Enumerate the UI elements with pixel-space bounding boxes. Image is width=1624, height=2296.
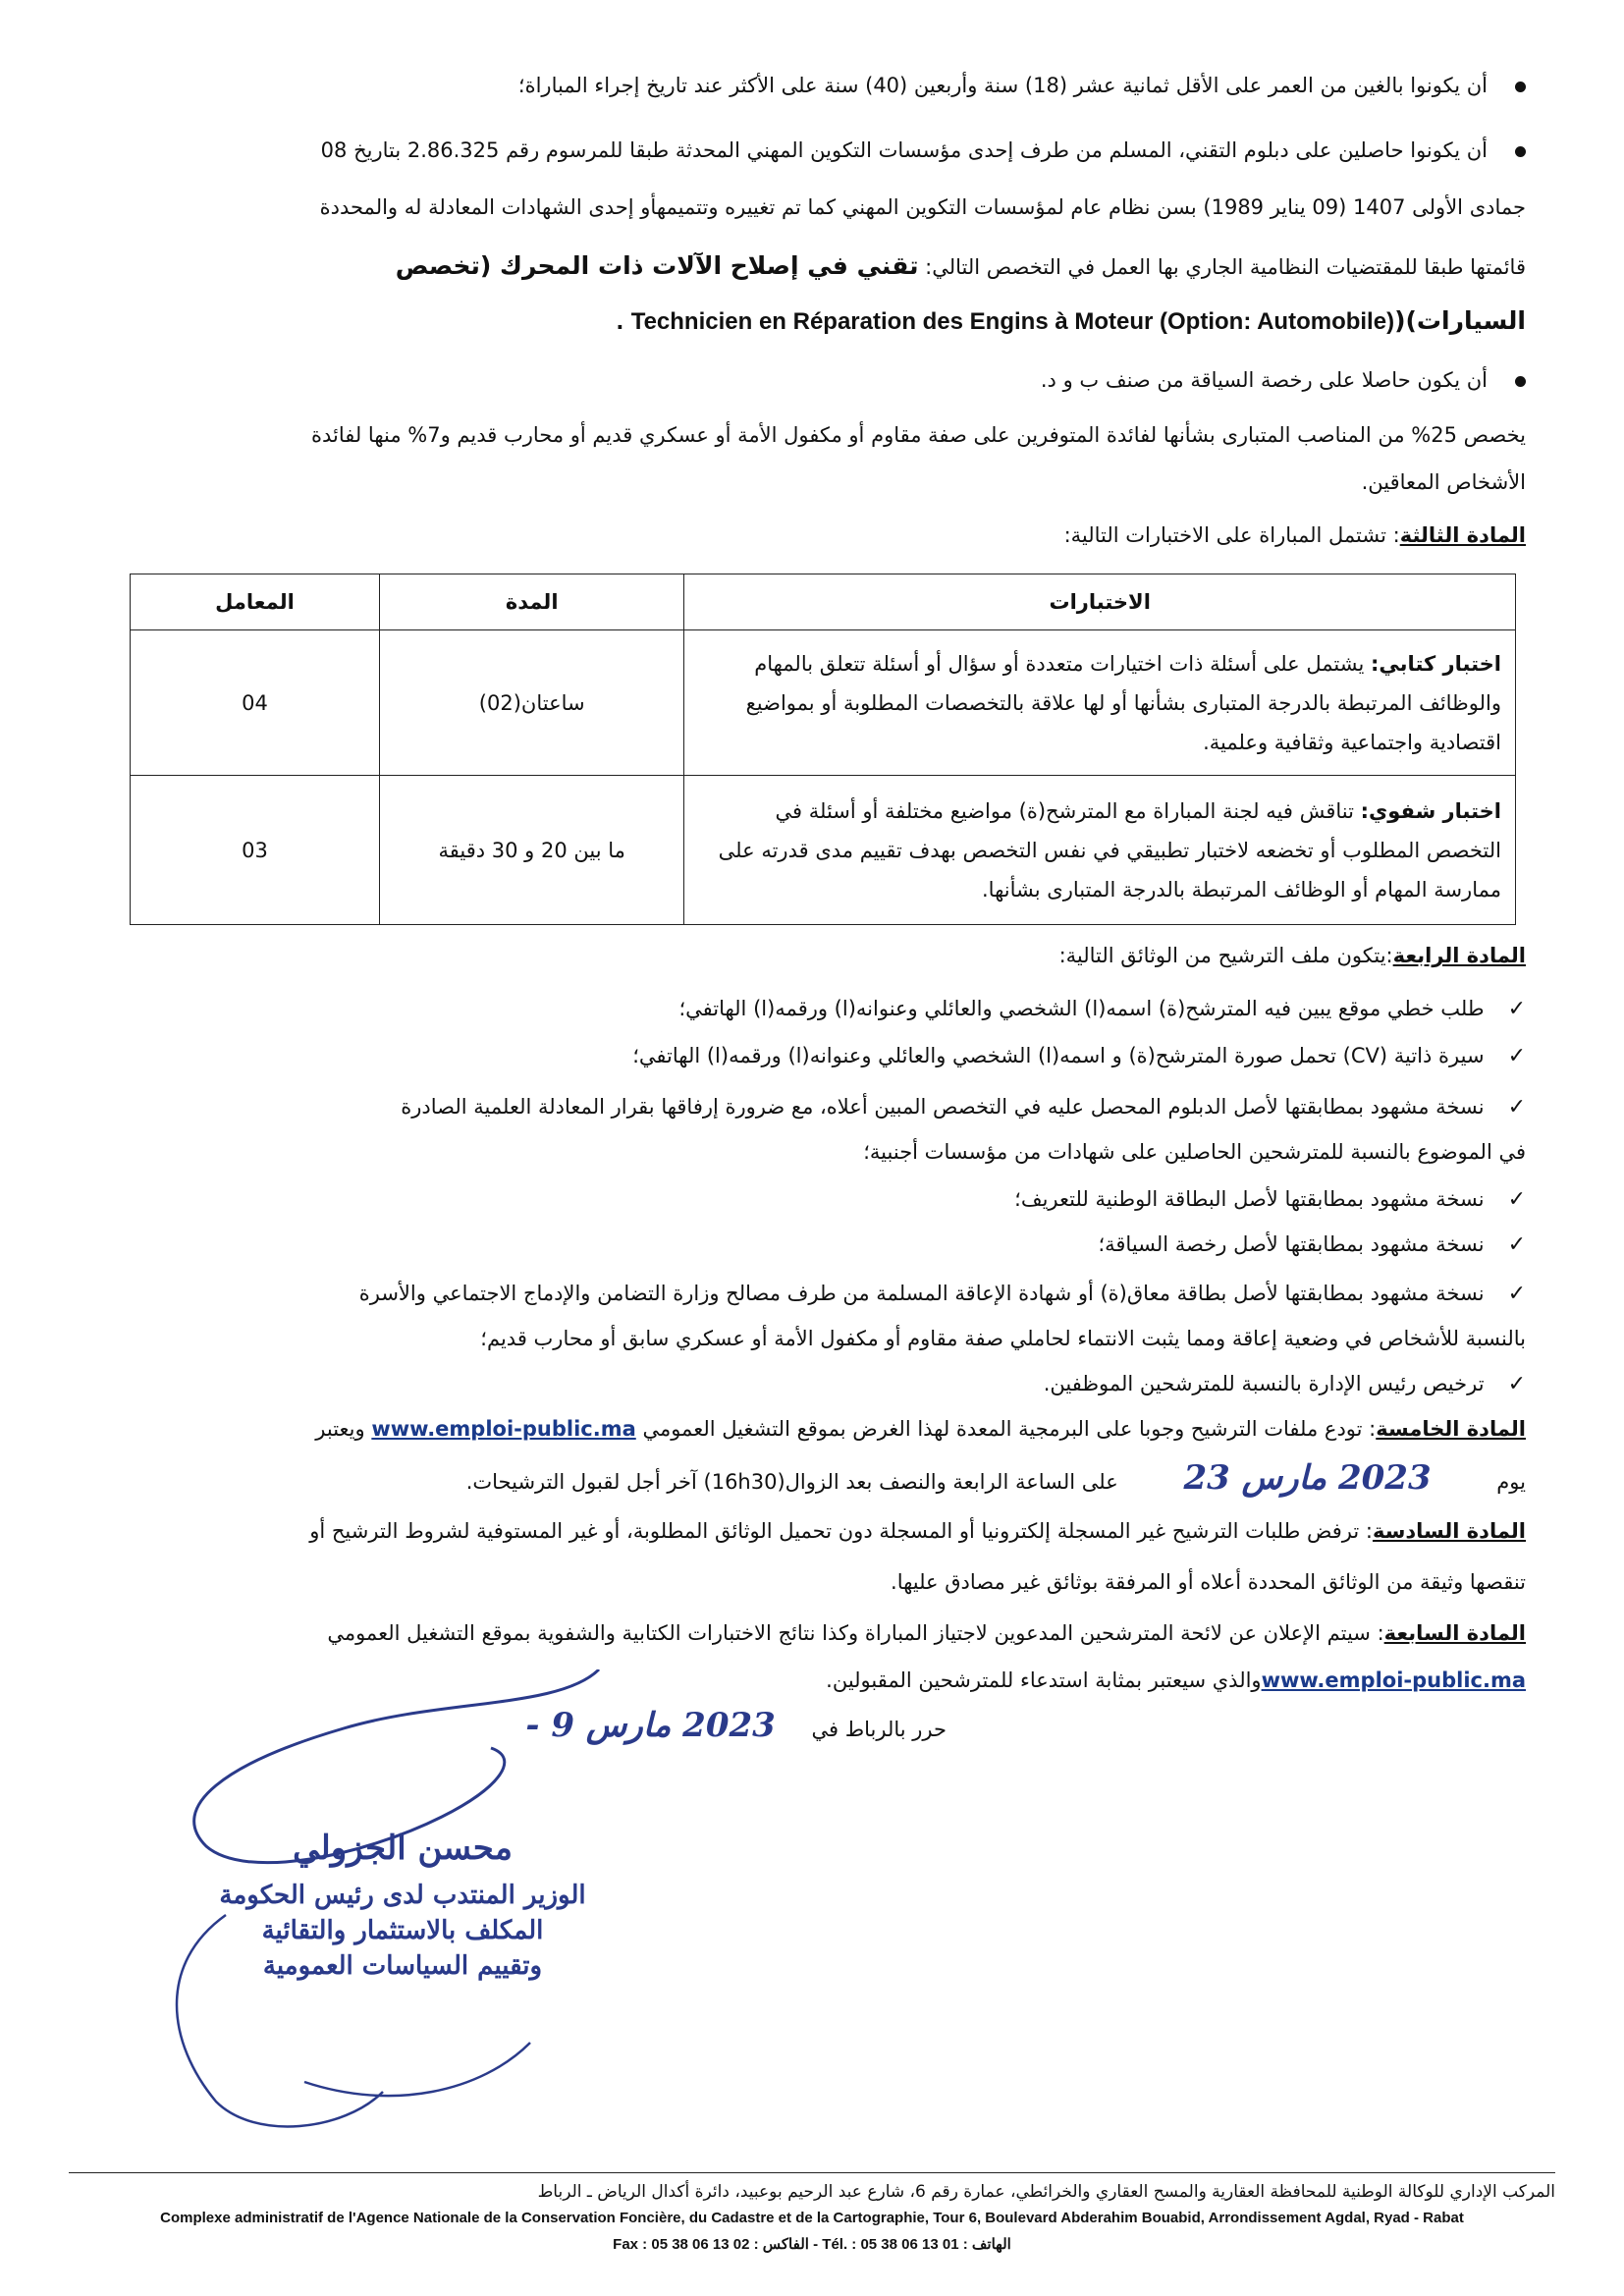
article-5-line-1: المادة الخامسة: تودع ملفات الترشيح وجوبا على البرمجية المعدة لهذا الغرض بموقع التشغيل العمومي www.emploi-public.ma ويعتبر	[315, 1417, 1526, 1441]
stamp-title-3: وتقييم السياسات العمومية	[262, 1951, 543, 1981]
checkmark-icon: ✓	[1507, 1095, 1526, 1120]
handwritten-sign-date: 2023 مارس 9 -	[525, 1706, 776, 1745]
footer-contact: Fax : 05 38 06 13 02 : الفاكس - Tél. : 05 38 06 13 01 : الهاتف	[613, 2236, 1011, 2253]
quota-line-2: الأشخاص المعاقين.	[1361, 470, 1526, 494]
bullet-dot-icon	[1515, 146, 1526, 157]
article-3-heading: المادة الثالثة: تشتمل المباراة على الاختبارات التالية:	[1063, 523, 1526, 547]
diploma-line-2: جمادى الأولى 1407 (09 يناير 1989) بسن نظام عام لمؤسسات التكوين المهني كما تم تغييره وتتميمهأو إحدى الشهادات المعادلة له والمحددة	[319, 195, 1526, 219]
bullet-dot-icon	[1515, 82, 1526, 92]
bullet-diploma: أن يكونوا حاصلين على دبلوم التقني، المسلم من طرف إحدى مؤسسات التكوين المهني المحدثة طبقا للمرسوم رقم 2.86.325 بتاريخ 08	[147, 136, 1526, 165]
diploma-line-4: السيارات)(Technicien en Réparation des Engins à Moteur (Option: Automobile) .	[616, 306, 1526, 335]
checkmark-icon: ✓	[1507, 1044, 1526, 1068]
header-tests: الاختبارات	[684, 574, 1516, 630]
article-7-line-1: المادة السابعة: سيتم الإعلان عن لائحة المترشحين المدعوين لاجتياز المباراة وكذا نتائج الاختبارات الكتابية والشفوية بموقع التشغيل العمومي	[327, 1621, 1526, 1645]
day-word: يوم	[1496, 1470, 1526, 1494]
doc-item-3: ✓نسخة مشهود بمطابقتها لأصل الدبلوم المحصل عليه في التخصص المبين أعلاه، مع ضرورة إرفاقها بقرار المعادلة العلمية الصادرة	[147, 1092, 1526, 1122]
doc-item-7: ✓ترخيص رئيس الإدارة بالنسبة للمترشحين الموظفين.	[147, 1369, 1526, 1399]
table-row	[131, 776, 1516, 925]
checkmark-icon: ✓	[1507, 997, 1526, 1021]
doc-item-1: ✓طلب خطي موقع يبين فيه المترشح(ة) اسمه(ا) الشخصي والعائلي وعنوانه(ا) ورقمه(ا) الهاتفي؛	[147, 994, 1526, 1024]
checkmark-icon: ✓	[1507, 1372, 1526, 1396]
article-6-line-2: تنقصها وثيقة من الوثائق المحددة أعلاه أو المرفقة بوثائق غير مصادق عليها.	[891, 1570, 1526, 1594]
table-row	[131, 630, 1516, 776]
tests-table	[130, 574, 1516, 925]
official-stamp	[167, 1827, 638, 1984]
emploi-public-link[interactable]: www.emploi-public.ma	[1261, 1668, 1526, 1692]
stamp-title-2: المكلف بالاستثمار والتقائية	[261, 1916, 544, 1945]
checkmark-icon: ✓	[1507, 1232, 1526, 1257]
diploma-line-3: قائمتها طبقا للمقتضيات النظامية الجاري بها العمل في التخصص التالي: تقني في إصلاح الآلات ذات المحرك (تخصص	[395, 251, 1526, 280]
stamp-name: محسن الجزولي	[293, 1829, 513, 1868]
checkmark-icon: ✓	[1507, 1282, 1526, 1306]
test-duration: ما بين 20 و 30 دقيقة	[379, 776, 683, 925]
footer-divider	[69, 2172, 1555, 2173]
header-coefficient: المعامل	[131, 574, 380, 630]
bullet-dot-icon	[1515, 376, 1526, 387]
article-5-line-2: يوم 2023 مارس 23 على الساعة الرابعة والنصف بعد الزوال(16h30) آخر أجل لقبول الترشيحات.	[465, 1458, 1526, 1498]
stamp-title-1: الوزير المنتدب لدى رئيس الحكومة	[219, 1881, 586, 1910]
emploi-public-link[interactable]: www.emploi-public.ma	[371, 1417, 636, 1441]
test-duration: ساعتان(02)	[379, 630, 683, 776]
test-description: اختبار كتابي: يشتمل على أسئلة ذات اختيارات متعددة أو سؤال أو أسئلة تتعلق بالمهام والوظائف المرتبطة بالدرجة المتبارى بشأنها أو لها علاقة بالتخصصات المطلوبة أو بمواضيع اقتصادية واجتماعية وثقافية وعلمية.	[684, 630, 1516, 776]
doc-item-3-cont: في الموضوع بالنسبة للمترشحين الحاصلين على شهادات من مؤسسات أجنبية؛	[863, 1140, 1526, 1164]
test-description: اختبار شفوي: تناقش فيه لجنة المباراة مع المترشح(ة) مواضيع مختلفة أو أسئلة في التخصص المطلوب أو تخضعه لاختبار تطبيقي في نفس التخصص بهدف تقييم مدى قدرته على ممارسة المهام أو الوظائف المرتبطة بالدرجة المتبارى بشأنها.	[684, 776, 1516, 925]
article-7-line-2: www.emploi-public.maوالذي سيعتبر بمثابة استدعاء للمترشحين المقبولين.	[826, 1668, 1526, 1692]
test-coefficient: 03	[131, 776, 380, 925]
footer-french-address: Complexe administratif de l'Agence Nationale de la Conservation Foncière, du Cadastre et de la Cartographie, Tour 6, Boulevard Abderahim Bouabid, Arrondissement Agdal, Ryad - Rabat	[160, 2210, 1464, 2226]
signed-at: حرر بالرباط في 2023 مارس 9 -	[525, 1706, 947, 1745]
bullet-age: أن يكونوا بالغين من العمر على الأقل ثمانية عشر (18) سنة وأربعين (40) سنة على الأكثر عند تاريخ إجراء المباراة؛	[147, 71, 1526, 100]
checkmark-icon: ✓	[1507, 1187, 1526, 1212]
bullet-license: أن يكون حاصلا على رخصة السياقة من صنف ب و د.	[147, 365, 1526, 395]
quota-line-1: يخصص 25% من المناصب المتبارى بشأنها لفائدة المتوفرين على صفة مقاوم أو مكفول الأمة أو عسكري قديم أو محارب قديم و7% منها لفائدة	[310, 423, 1526, 447]
doc-item-4: ✓نسخة مشهود بمطابقتها لأصل البطاقة الوطنية للتعريف؛	[147, 1184, 1526, 1215]
article-6-line-1: المادة السادسة: ترفض طلبات الترشيح غير المسجلة إلكترونيا أو المسجلة دون تحميل الوثائق المطلوبة، أو غير المستوفية لشروط الترشيح أو	[309, 1519, 1526, 1543]
doc-item-6: ✓نسخة مشهود بمطابقتها لأصل بطاقة معاق(ة) أو شهادة الإعاقة المسلمة من طرف مصالح وزارة التضامن والإدماج الاجتماعي والأسرة	[147, 1279, 1526, 1309]
test-coefficient: 04	[131, 630, 380, 776]
article-4-heading: المادة الرابعة:يتكون ملف الترشيح من الوثائق التالية:	[1058, 944, 1526, 967]
doc-item-6-cont: بالنسبة للأشخاص في وضعية إعاقة ومما يثبت الانتماء لحاملي صفة مقاوم أو مكفول الأمة أو عسكري سابق أو محارب قديم؛	[480, 1327, 1526, 1350]
footer-arabic-address: المركب الإداري للوكالة الوطنية للمحافظة العقارية والمسح العقاري والخرائطي، عمارة رقم 6، شارع عبد الرحيم بوعبيد، دائرة أكدال الرياض ـ الرباط	[537, 2182, 1555, 2202]
header-duration: المدة	[379, 574, 683, 630]
doc-item-2: ✓سيرة ذاتية (CV) تحمل صورة المترشح(ة) و اسمه(ا) الشخصي والعائلي وعنوانه(ا) ورقمه(ا) الهاتفي؛	[147, 1041, 1526, 1071]
doc-item-5: ✓نسخة مشهود بمطابقتها لأصل رخصة السياقة؛	[147, 1230, 1526, 1260]
handwritten-deadline-date: 2023 مارس 23	[1183, 1458, 1432, 1498]
table-header-row	[131, 574, 1516, 630]
